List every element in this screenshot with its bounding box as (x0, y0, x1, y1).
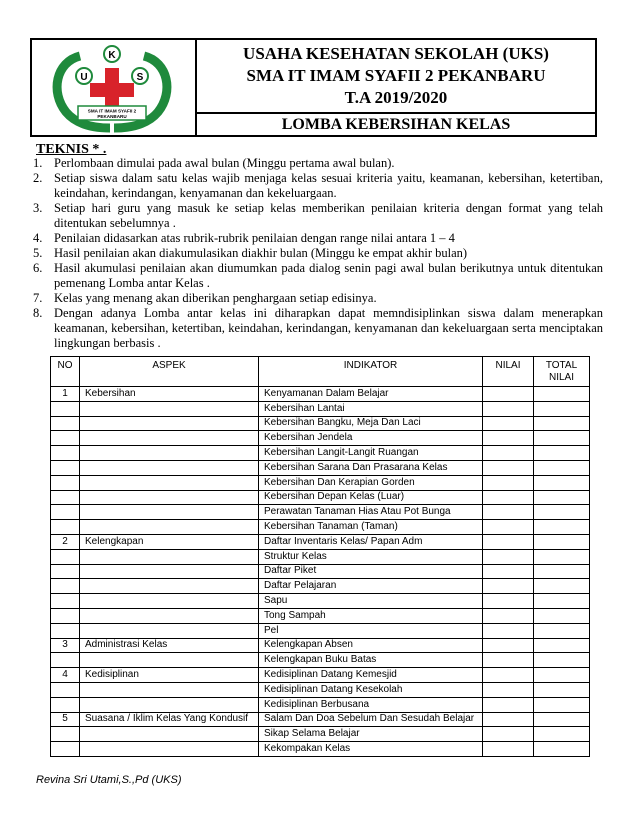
rule-number: 3. (33, 201, 43, 215)
assessment-table (50, 356, 590, 757)
table-row (51, 742, 590, 757)
cell-nilai[interactable] (483, 534, 534, 549)
cell-no: 2 (51, 534, 80, 549)
table-row (51, 653, 590, 668)
cell-no (51, 594, 80, 609)
cell-nilai[interactable] (483, 475, 534, 490)
cell-nilai[interactable] (483, 653, 534, 668)
cell-indikator: Perawatan Tanaman Hias Atau Pot Bunga (259, 505, 483, 520)
cell-no: 5 (51, 712, 80, 727)
table-row (51, 431, 590, 446)
cell-no (51, 682, 80, 697)
cell-indikator: Kebersihan Depan Kelas (Luar) (259, 490, 483, 505)
table-row (51, 460, 590, 475)
cell-aspek (80, 475, 259, 490)
rule-text: Setiap siswa dalam satu kelas wajib menjaga kelas sesuai kriteria yaitu, keamanan, kebersihan, ketertiban, keindahan, kerindangan, kenyamanan dan kekeluargaan. (54, 171, 603, 200)
cell-nilai[interactable] (483, 490, 534, 505)
table-row (51, 668, 590, 683)
rule-number: 1. (33, 156, 43, 170)
cell-total[interactable] (534, 564, 590, 579)
header-no: NO (51, 357, 80, 387)
cell-aspek (80, 549, 259, 564)
table-row (51, 387, 590, 402)
cell-indikator: Sikap Selama Belajar (259, 727, 483, 742)
table-row (51, 623, 590, 638)
cell-indikator: Kenyamanan Dalam Belajar (259, 387, 483, 402)
title-cell (197, 40, 595, 114)
table-row (51, 534, 590, 549)
cell-nilai[interactable] (483, 594, 534, 609)
cell-total[interactable] (534, 697, 590, 712)
cell-aspek (80, 564, 259, 579)
cell-no (51, 623, 80, 638)
table-row (51, 549, 590, 564)
cell-aspek (80, 401, 259, 416)
cell-no: 1 (51, 387, 80, 402)
cell-aspek (80, 653, 259, 668)
cell-aspek: Kelengkapan (80, 534, 259, 549)
cell-no (51, 520, 80, 535)
cell-nilai[interactable] (483, 579, 534, 594)
rule-number: 6. (33, 261, 43, 275)
table-row (51, 416, 590, 431)
header-total: TOTAL NILAI (534, 357, 590, 387)
cell-no (51, 475, 80, 490)
cell-nilai[interactable] (483, 623, 534, 638)
rules-list (33, 156, 603, 351)
rule-number: 7. (33, 291, 43, 305)
logo-ribbon-line1: SMA IT IMAM SYAFII 2 (87, 108, 137, 114)
cell-aspek: Kebersihan (80, 387, 259, 402)
table-row (51, 475, 590, 490)
cell-nilai[interactable] (483, 505, 534, 520)
cell-total[interactable] (534, 460, 590, 475)
cell-aspek: Administrasi Kelas (80, 638, 259, 653)
cell-nilai[interactable] (483, 608, 534, 623)
cell-indikator: Daftar Pelajaran (259, 579, 483, 594)
cell-no (51, 446, 80, 461)
cell-total[interactable] (534, 446, 590, 461)
subtitle: LOMBA KEBERSIHAN KELAS (281, 116, 511, 133)
table-row (51, 638, 590, 653)
cell-total[interactable] (534, 653, 590, 668)
table-row (51, 520, 590, 535)
cell-nilai[interactable] (483, 727, 534, 742)
cell-total[interactable] (534, 594, 590, 609)
cell-no (51, 431, 80, 446)
cell-nilai[interactable] (483, 668, 534, 683)
table-row (51, 594, 590, 609)
cell-no (51, 697, 80, 712)
cell-aspek (80, 594, 259, 609)
table-row (51, 564, 590, 579)
title-line-3: T.A 2019/2020 (344, 88, 448, 107)
cell-total[interactable] (534, 520, 590, 535)
rule-item (33, 246, 603, 261)
header-aspek: ASPEK (80, 357, 259, 387)
cell-indikator: Kelengkapan Buku Batas (259, 653, 483, 668)
cell-indikator: Kebersihan Bangku, Meja Dan Laci (259, 416, 483, 431)
logo-letter-u: U (80, 72, 88, 83)
cell-indikator: Kelengkapan Absen (259, 638, 483, 653)
table-body (51, 387, 590, 757)
cell-no (51, 608, 80, 623)
cell-no (51, 549, 80, 564)
rule-text: Kelas yang menang akan diberikan penghargaan setiap edisinya. (54, 291, 377, 305)
cell-total[interactable] (534, 401, 590, 416)
rule-item (33, 261, 603, 291)
cell-no (51, 505, 80, 520)
cell-no (51, 460, 80, 475)
cell-nilai[interactable] (483, 638, 534, 653)
cell-indikator: Kedisiplinan Datang Kemesjid (259, 668, 483, 683)
cell-total[interactable] (534, 608, 590, 623)
cell-indikator: Kebersihan Jendela (259, 431, 483, 446)
cell-nilai[interactable] (483, 742, 534, 757)
cell-aspek (80, 742, 259, 757)
rule-text: Hasil penilaian akan diakumulasikan diakhir bulan (Minggu ke empat akhir bulan) (54, 246, 468, 260)
cell-aspek (80, 520, 259, 535)
rule-text: Hasil akumulasi penilaian akan diumumkan pada dialog senin pagi awal bulan berikutnya untuk ditentukan pemenang Lomba antar Kelas . (54, 261, 603, 290)
cell-total[interactable] (534, 638, 590, 653)
cell-indikator: Salam Dan Doa Sebelum Dan Sesudah Belajar (259, 712, 483, 727)
cell-indikator: Kekompakan Kelas (259, 742, 483, 757)
table-row (51, 697, 590, 712)
cell-nilai[interactable] (483, 416, 534, 431)
cell-indikator: Pel (259, 623, 483, 638)
rule-text: Dengan adanya Lomba antar kelas ini diharapkan dapat memndisiplinkan siswa dalam menerapkan keamanan, kebersihan, ketertiban, keindahan, kerindangan, kenyamanan dan kekeluargaan serta menciptakan lingkungan berbasis . (54, 306, 603, 350)
header-nilai: NILAI (483, 357, 534, 387)
cell-aspek (80, 727, 259, 742)
cell-total[interactable] (534, 475, 590, 490)
cell-nilai[interactable] (483, 431, 534, 446)
header-indikator: INDIKATOR (259, 357, 483, 387)
teknis-label: TEKNIS * . (36, 142, 107, 157)
rule-number: 2. (33, 171, 43, 185)
logo-letter-k: K (108, 50, 116, 61)
table-row (51, 727, 590, 742)
rule-number: 8. (33, 306, 43, 320)
cell-indikator: Daftar Inventaris Kelas/ Papan Adm (259, 534, 483, 549)
rule-item (33, 291, 603, 306)
cell-aspek (80, 460, 259, 475)
cell-total[interactable] (534, 668, 590, 683)
cell-nilai[interactable] (483, 549, 534, 564)
cell-no (51, 727, 80, 742)
logo-letter-s: S (136, 72, 144, 83)
table-row (51, 682, 590, 697)
rule-number: 5. (33, 246, 43, 260)
cell-no (51, 416, 80, 431)
rule-number: 4. (33, 231, 43, 245)
cell-aspek (80, 431, 259, 446)
cell-nilai[interactable] (483, 712, 534, 727)
cell-no (51, 579, 80, 594)
cell-total[interactable] (534, 431, 590, 446)
cell-indikator: Kedisiplinan Datang Kesekolah (259, 682, 483, 697)
table-row (51, 446, 590, 461)
cell-total[interactable] (534, 623, 590, 638)
cell-nilai[interactable] (483, 697, 534, 712)
cell-total[interactable] (534, 549, 590, 564)
table-header-row (51, 357, 590, 387)
cell-aspek (80, 682, 259, 697)
cell-indikator: Struktur Kelas (259, 549, 483, 564)
cell-aspek (80, 505, 259, 520)
cell-indikator: Kebersihan Dan Kerapian Gorden (259, 475, 483, 490)
cell-nilai[interactable] (483, 460, 534, 475)
cell-total[interactable] (534, 727, 590, 742)
cell-no (51, 653, 80, 668)
cell-total[interactable] (534, 712, 590, 727)
rule-item (33, 156, 603, 171)
cell-nilai[interactable] (483, 682, 534, 697)
cell-no: 4 (51, 668, 80, 683)
document-header (30, 38, 597, 137)
title-line-2: SMA IT IMAM SYAFII 2 PEKANBARU (246, 66, 546, 85)
title-line-1: USAHA KESEHATAN SEKOLAH (UKS) (243, 44, 549, 63)
cell-aspek (80, 416, 259, 431)
cell-indikator: Kebersihan Tanaman (Taman) (259, 520, 483, 535)
rule-text: Penilaian didasarkan atas rubrik-rubrik penilaian dengan range nilai antara 1 – 4 (54, 231, 455, 245)
cell-total[interactable] (534, 534, 590, 549)
cell-nilai[interactable] (483, 446, 534, 461)
cell-total[interactable] (534, 505, 590, 520)
rule-item (33, 201, 603, 231)
table-row (51, 712, 590, 727)
logo-cell (32, 40, 197, 135)
footer-author: Revina Sri Utami,S.,Pd (UKS) (36, 774, 182, 786)
cell-aspek: Kedisiplinan (80, 668, 259, 683)
uks-logo (32, 40, 195, 135)
rule-item (33, 231, 603, 246)
cell-nilai[interactable] (483, 520, 534, 535)
cell-aspek: Suasana / Iklim Kelas Yang Kondusif (80, 712, 259, 727)
cell-indikator: Kebersihan Langit-Langit Ruangan (259, 446, 483, 461)
cell-indikator: Sapu (259, 594, 483, 609)
cell-total[interactable] (534, 579, 590, 594)
cell-no: 3 (51, 638, 80, 653)
table-row (51, 490, 590, 505)
cell-indikator: Tong Sampah (259, 608, 483, 623)
cell-indikator: Kedisiplinan Berbusana (259, 697, 483, 712)
table-row (51, 579, 590, 594)
cell-total[interactable] (534, 416, 590, 431)
cell-total[interactable] (534, 742, 590, 757)
rule-text: Perlombaan dimulai pada awal bulan (Minggu pertama awal bulan). (54, 156, 395, 170)
cell-no (51, 401, 80, 416)
cell-nilai[interactable] (483, 401, 534, 416)
table-row (51, 401, 590, 416)
cell-aspek (80, 446, 259, 461)
cell-nilai[interactable] (483, 387, 534, 402)
cell-aspek (80, 490, 259, 505)
cell-no (51, 490, 80, 505)
cell-nilai[interactable] (483, 564, 534, 579)
cell-total[interactable] (534, 490, 590, 505)
cell-aspek (80, 608, 259, 623)
cell-aspek (80, 579, 259, 594)
cell-aspek (80, 697, 259, 712)
cell-total[interactable] (534, 387, 590, 402)
logo-ribbon-line2: PEKANBARU (97, 114, 127, 119)
table-row (51, 505, 590, 520)
cell-total[interactable] (534, 682, 590, 697)
cell-aspek (80, 623, 259, 638)
rule-item (33, 306, 603, 351)
cell-indikator: Kebersihan Lantai (259, 401, 483, 416)
cell-indikator: Daftar Piket (259, 564, 483, 579)
rule-text: Setiap hari guru yang masuk ke setiap kelas memberikan penilaian kriteria dengan format yang telah ditentukan sebelumnya . (54, 201, 603, 230)
cell-no (51, 564, 80, 579)
cell-no (51, 742, 80, 757)
cell-indikator: Kebersihan Sarana Dan Prasarana Kelas (259, 460, 483, 475)
table-row (51, 608, 590, 623)
rule-item (33, 171, 603, 201)
